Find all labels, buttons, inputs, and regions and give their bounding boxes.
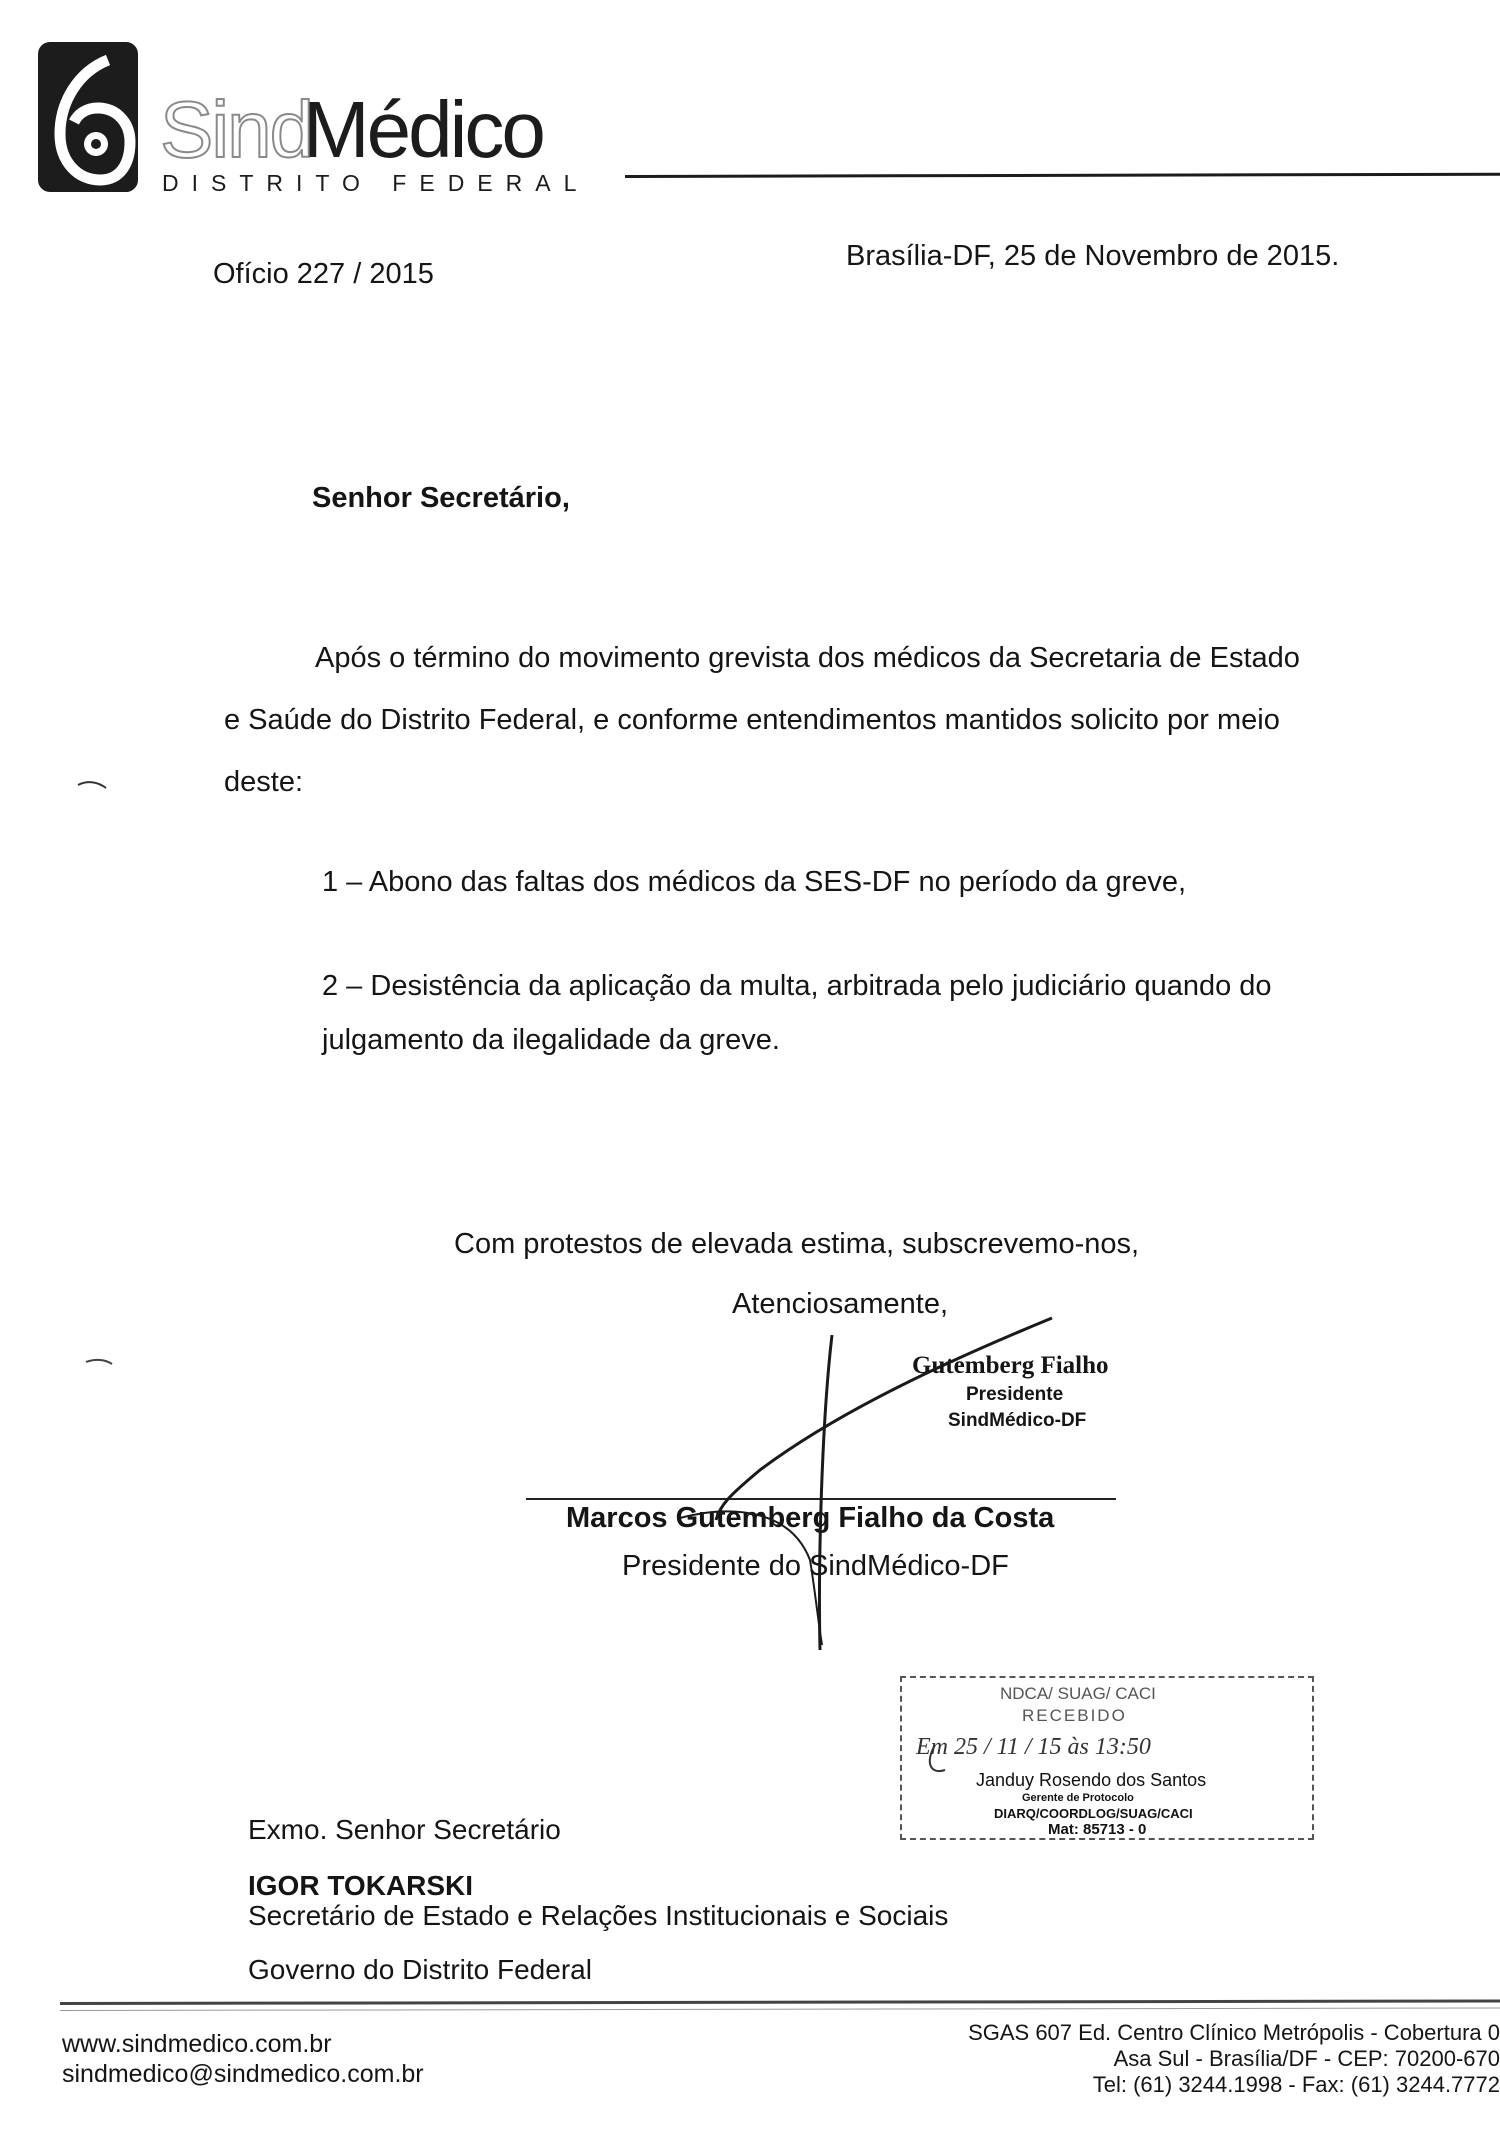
receipt-stamp-received: RECEBIDO	[1022, 1706, 1127, 1725]
receipt-receiver-dept: DIARQ/COORDLOG/SUAG/CACI	[994, 1806, 1193, 1821]
request-item-2-line-1: 2 – Desistência da aplicação da multa, arbitrada pelo judiciário quando do	[322, 970, 1272, 1002]
recipient-role: Secretário de Estado e Relações Institucionais e Sociais	[248, 1900, 949, 1931]
paragraph-line-1: Após o término do movimento grevista dos médicos da Secretaria de Estado	[315, 642, 1300, 674]
signature-line	[526, 1498, 1116, 1500]
paragraph-line-2: e Saúde do Distrito Federal, e conforme entendimentos mantidos solicito por meio	[224, 704, 1280, 736]
footer-divider-thin	[60, 2007, 1500, 2011]
footer-website[interactable]: www.sindmedico.com.br	[62, 2030, 332, 2058]
receipt-stamp-department: NDCA/ SUAG/ CACI	[1000, 1684, 1156, 1703]
recipient-name: IGOR TOKARSKI	[248, 1870, 474, 1901]
request-item-1: 1 – Abono das faltas dos médicos da SES-DF no período da greve,	[322, 866, 1187, 898]
signer-title: Presidente do SindMédico-DF	[622, 1550, 1009, 1582]
recipient-greeting: Exmo. Senhor Secretário	[248, 1814, 561, 1845]
signature-stamp-name: Gutemberg Fialho	[912, 1352, 1109, 1379]
request-item-2-line-2: julgamento da ilegalidade da greve.	[322, 1024, 780, 1056]
header-divider	[625, 173, 1500, 178]
sindmedico-logo-mark	[38, 42, 138, 192]
logo-emblem-icon	[38, 42, 138, 192]
receipt-receiver-mat: Mat: 85713 - 0	[1048, 1821, 1147, 1838]
brand-subtitle: DISTRITO FEDERAL	[162, 170, 590, 196]
receipt-stamp	[900, 1676, 1314, 1840]
margin-mark-lower	[86, 1360, 112, 1364]
margin-mark	[78, 782, 106, 788]
footer-address-line-2: Asa Sul - Brasília/DF - CEP: 70200-670	[1113, 2046, 1500, 2071]
footer-divider	[60, 1999, 1500, 2005]
receipt-receiver-role: Gerente de Protocolo	[1022, 1792, 1134, 1804]
closing-line: Com protestos de elevada estima, subscrevemo-nos,	[454, 1228, 1140, 1260]
footer-email[interactable]: sindmedico@sindmedico.com.br	[62, 2060, 424, 2088]
footer-phones: Tel: (61) 3244.1998 - Fax: (61) 3244.7772	[1092, 2072, 1500, 2097]
signature-stamp-role: Presidente	[966, 1384, 1064, 1405]
recipient-government: Governo do Distrito Federal	[248, 1954, 592, 1985]
signature-stamp-org: SindMédico-DF	[948, 1410, 1087, 1431]
footer-address-line-1: SGAS 607 Ed. Centro Clínico Metrópolis - Cobertura 0	[968, 2020, 1500, 2045]
signature-stroke-vertical	[820, 1335, 833, 1650]
brand-name-bold: Médico	[303, 85, 543, 174]
paragraph-line-3: deste:	[224, 766, 303, 798]
receipt-receiver-name: Janduy Rosendo dos Santos	[976, 1770, 1207, 1790]
brand-name-light: Sind	[160, 85, 313, 174]
regards-line: Atenciosamente,	[732, 1288, 949, 1320]
signer-name: Marcos Gutemberg Fialho da Costa	[566, 1502, 1055, 1534]
letter-place-date: Brasília-DF, 25 de Novembro de 2015.	[846, 240, 1340, 272]
receipt-stamp-date: Em 25 / 11 / 15 às 13:50	[916, 1734, 1151, 1760]
letter-reference: Ofício 227 / 2015	[213, 258, 434, 290]
salutation: Senhor Secretário,	[312, 482, 570, 514]
